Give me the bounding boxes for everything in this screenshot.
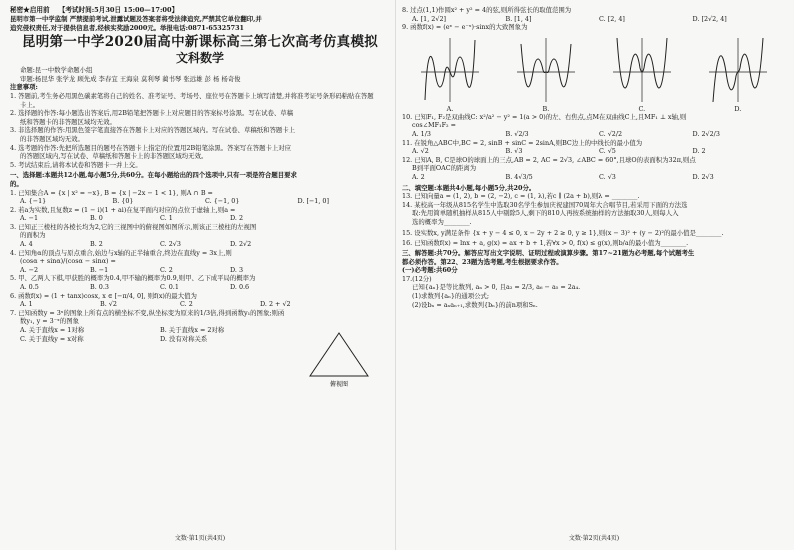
option-a: A. 关于直线x = 1对称	[20, 326, 85, 334]
option-d: D. [−1, 0]	[297, 197, 329, 206]
option-c: C. 2	[160, 265, 173, 274]
section1-heading: 一、选择题:本题共12小题,每小题5分,共60分。在每小题给出的四个选项中,只有一项是符合题目要求	[10, 171, 297, 180]
question-9-stem: 9. 函数f(x) = (eˣ − e⁻ˣ)·sinx的大致图象为	[402, 23, 528, 32]
option-a: A. [1, 2√2]	[412, 14, 446, 23]
option-b: B. −1	[90, 265, 109, 274]
option-d: D. 2	[692, 147, 706, 156]
option-b: B. √2/3	[505, 129, 529, 138]
author-line-2: 审题:杨昆华 张学龙 顾先成 李春宜 王海泉 莫利琴 蔺书琴 张远雄 彭 杨 杨奇俊	[20, 74, 241, 83]
section3-heading: 三、解答题:共70分。解答应写出文字说明、证明过程或演算步骤。第17~21题为必考题,每个试题考生	[402, 249, 695, 258]
question-6-stem: 6. 函数f(x) = (1 + tanx)cosx, x ∈ [−π/4, 0], 则f(x)的最大值为	[10, 291, 197, 300]
question-7-stem-cont: 数y₁, y = 3⁻ˣ的图象	[20, 317, 79, 326]
notice-line-2: 追究侵权责任,对于提供信息者,经核实奖励2000元。举报电话:0871-65325731	[10, 23, 244, 32]
question-9-graphs	[402, 34, 786, 104]
option-d: D. 没有对称关系	[160, 334, 208, 343]
exam-title: 昆明第一中学2020届高中新课标高三第七次高考仿真模拟	[21, 34, 379, 51]
question-17-stem: 已知{aₙ}是等比数列, aₙ > 0, 且a₂ = 2/3, a₆ − a₅ = 2a₄.	[412, 283, 581, 292]
section2-heading: 二、填空题:本题共4小题,每小题5分,共20分。	[402, 183, 536, 192]
question-3-options	[10, 240, 300, 249]
option-a: A. −1	[20, 214, 39, 223]
question-14: 14. 某校高一年级从815名学生中选取30名学生参加庆祝建国70周年大合唱节目,若采用下面的方法选	[402, 200, 688, 209]
option-d: D. 2 + √2	[260, 300, 291, 309]
instruction-line: 2. 选择题的作答:每小题选出答案后,用2B铅笔把答题卡上对应题目的答案标号涂黑。写在试卷、草稿	[10, 109, 294, 118]
exam-meta-line	[10, 6, 390, 15]
option-d: D. 2√2	[230, 240, 252, 249]
option-b: B.	[542, 104, 550, 113]
section3-subheading: (一)必考题:共60分	[402, 266, 458, 275]
question-11-stem: 11. 在锐角△ABC中,BC = 2, sinB + sinC = 2sinA,则BC边上的中线长的最小值为	[402, 138, 643, 147]
right-page	[402, 6, 786, 542]
question-5-options	[10, 283, 300, 292]
question-17-part1: (1)求数列{aₙ}的通项公式;	[412, 292, 490, 301]
option-b: B. √2	[100, 300, 117, 309]
option-d: D. 3	[230, 265, 244, 274]
option-a: A. −2	[20, 265, 39, 274]
question-12-stem: 12. 已知A, B, C是球O的球面上的三点,AB = 2, AC = 2√3, ∠ABC = 60°,且球O的表面积为32π,则点	[402, 155, 696, 164]
question-16: 16. 已知函数f(x) = lnx + a, g(x) = ax + b + 1,若∀x > 0, f(x) ≤ g(x),则b/a的最小值为________.	[402, 238, 689, 247]
question-8-options	[402, 15, 786, 24]
instruction-line: 5. 考试结束后,请将本试卷和答题卡一并上交。	[10, 160, 142, 169]
instruction-line: 的答题区域内,写在试卷、草稿纸和答题卡上的非答题区域均无效。	[20, 152, 208, 161]
left-page	[10, 6, 390, 542]
left-page-footer: 文数·第1页(共4页)	[174, 535, 226, 542]
question-14-cont: 取:先用简单随机抽样从815人中剔除5人,剩下的810人再按系统抽样的方法抽取30人,则每人入	[412, 209, 679, 218]
question-10-stem-cont: cos∠MF₁F₂ =	[412, 121, 456, 130]
question-4-stem-cont: (cosα + sinα)/(cosα − sinα) =	[20, 257, 116, 266]
graph-option-a	[419, 34, 481, 104]
instruction-line: 的非答题区域均无效。	[20, 134, 84, 143]
question-14-cont: 选的概率为________.	[412, 217, 472, 226]
top-view-figure	[304, 330, 374, 392]
question-10-stem: 10. 已知F₁, F₂是双曲线C: x²/a² − y² = 1(a > 0)的左、右焦点,点M在双曲线C上,且MF₁ ⊥ x轴,则	[402, 112, 687, 121]
notice-line-1: 昆明市第一中学监制 严禁提前考试,泄露试题及答案者将受法律追究,严禁其它单位翻印,并	[10, 15, 262, 23]
question-7-options-row2	[10, 335, 300, 344]
question-13: 13. 已知向量a = (1, 2), b = (2, −2), c = (1, λ),若c ∥ (2a + b),则λ = ________.	[402, 192, 640, 201]
option-c: C. 0.1	[160, 283, 179, 292]
option-b: B. 0	[90, 214, 103, 223]
question-15: 15. 设实数x, y满足条件 {x + y − 4 ≤ 0, x − 2y + 2 ≥ 0, y ≥ 1},则(x − 3)² + (y − 2)²的最小值是________.	[402, 228, 724, 237]
question-5-stem: 5. 甲、乙两人下棋,甲获胜的概率为0.4,甲不输的概率为0.9,则甲、乙下成平局的概率为	[10, 274, 256, 283]
figure-caption: 俯视图	[329, 381, 349, 388]
option-d: D. 2√2/3	[692, 129, 720, 138]
question-3-stem: 3. 已知正三棱柱的各棱长均为2,它的三视图中的俯视图如图所示,则该正三棱柱的左视图	[10, 222, 257, 231]
option-b: B. 2	[90, 240, 103, 249]
option-b: B. 关于直线x = 2对称	[160, 326, 225, 334]
question-1-stem: 1. 已知集合A = {x | x² = −x}, B = {x | −2x − 1 < 1}, 则A ∩ B =	[10, 188, 213, 197]
question-11-options	[402, 147, 786, 156]
option-b: B. [1, 4]	[505, 14, 532, 23]
option-d: D. 2√3	[692, 172, 714, 181]
question-7-options-row1	[10, 326, 300, 335]
option-c: C. [2, 4]	[599, 14, 625, 23]
option-a: A. √2	[412, 147, 429, 156]
option-d: D. [2√2, 4]	[692, 14, 727, 23]
instruction-line: 3. 非选择题的作答:用黑色签字笔直接答在答题卡上对应的答题区域内。写在试卷、草稿纸和答题卡上	[10, 126, 296, 135]
question-12-options	[402, 173, 786, 182]
option-b: B. 0.3	[90, 283, 109, 292]
question-12-stem-cont: B到平面OAC的距离为	[412, 164, 477, 173]
option-c: C. 1	[160, 214, 173, 223]
option-c: C. 关于直线y = x对称	[20, 334, 84, 343]
option-c: C. {−1, 0}	[205, 197, 240, 206]
question-1-options	[10, 197, 390, 206]
option-a: A. 4	[20, 240, 33, 249]
option-a: A. 2	[412, 172, 425, 181]
exam-subtitle: 文科数学	[175, 51, 224, 66]
page-fold-divider	[395, 0, 396, 550]
instructions-heading: 注意事项:	[10, 83, 38, 92]
question-4-options	[10, 266, 300, 275]
graph-option-c	[611, 34, 673, 104]
option-b: B. √3	[505, 147, 523, 156]
question-3-stem-cont: 的面积为	[20, 231, 46, 240]
question-9-options	[402, 105, 786, 113]
question-4-stem: 4. 已知角α的顶点与原点重合,始边与x轴的正半轴重合,终边在直线y = 3x上,则	[10, 248, 232, 257]
option-c: C. √5	[599, 147, 616, 156]
question-2-options	[10, 214, 300, 223]
option-c: C. √3	[599, 172, 616, 181]
option-c: C. √2/2	[599, 129, 623, 138]
option-d: D.	[734, 104, 742, 113]
question-6-options	[10, 300, 340, 309]
option-b: B. {0}	[112, 197, 134, 206]
option-d: D. 0.6	[230, 283, 250, 292]
graph-option-b	[515, 34, 577, 104]
option-a: A. {−1}	[20, 197, 47, 206]
author-line-1: 命题:昆一中数学命题小组	[20, 66, 93, 75]
section3-heading-cont: 都必须作答。第22、23题为选考题,考生根据要求作答。	[402, 257, 563, 266]
question-8-stem: 8. 过点(1,1)作圆x² + y² = 4的弦,则所得弦长的取值范围为	[402, 6, 572, 14]
option-c: C. 2√3	[160, 240, 181, 249]
question-7-stem: 7. 已知函数y = 3ˣ的图象上所有点的横坐标不变,纵坐标变为原来的1/3倍,得到函数y₁的图象;则函	[10, 308, 285, 317]
option-c: C.	[638, 104, 646, 113]
option-a: A. 0.5	[20, 283, 39, 292]
option-c: C. 2	[180, 300, 193, 309]
option-a: A. 1/3	[412, 129, 431, 138]
instruction-line: 纸和答题卡的非答题区域均无效。	[20, 117, 116, 126]
question-2-stem: 2. 若a为实数,且复数z = (1 − i)(1 + ai)在复平面内对应的点位于虚轴上,则a =	[10, 205, 236, 214]
option-d: D. 2	[230, 214, 244, 223]
instruction-line: 1. 答题前,考生务必用黑色碳素笔将自己的姓名、准考证号、考场号、座位号在答题卡上填写清楚,并将准考证号条形码粘贴在答题	[10, 91, 374, 100]
exam-time: 【考试时间:5月30日 15:00—17:00】	[58, 6, 179, 14]
instruction-line: 卡上。	[20, 100, 40, 109]
confidential-label: 秘密★启用前	[10, 6, 50, 14]
instruction-line: 4. 选考题的作答:先把所选题目的题号在答题卡上指定的位置用2B铅笔涂黑。答案写在答题卡上对应	[10, 143, 292, 152]
section1-heading-cont: 的。	[10, 179, 23, 188]
right-page-footer: 文数·第2页(共4页)	[568, 535, 620, 542]
option-a: A.	[446, 104, 454, 113]
triangle-diagram	[304, 330, 374, 388]
graph-option-d	[707, 34, 769, 104]
question-10-options	[402, 130, 786, 139]
option-a: A. 1	[20, 300, 33, 309]
question-17-part2: (2)设bₙ = aₙaₙ₊₁,求数列{bₙ}的前n项和Sₙ.	[412, 300, 538, 309]
option-b: B. 4√3/5	[505, 172, 533, 181]
question-17-title: 17.(12分)	[402, 274, 432, 283]
